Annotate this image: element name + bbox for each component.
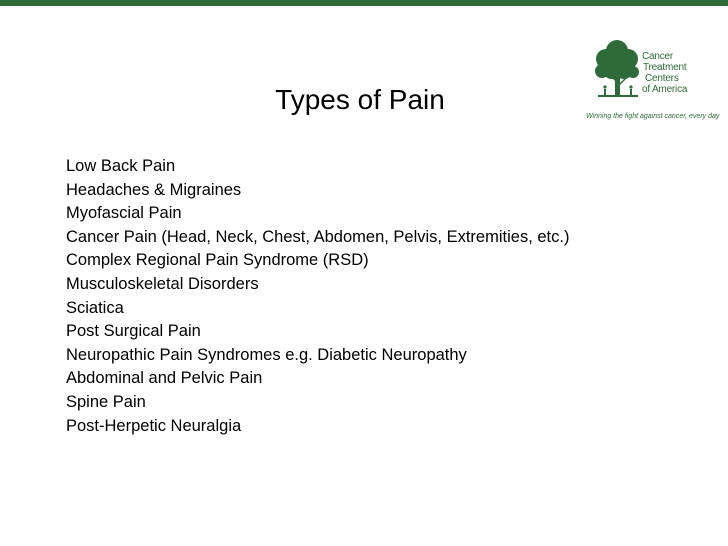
list-item: Low Back Pain <box>66 157 176 175</box>
logo-line-3: Centers <box>645 73 679 84</box>
logo-line-2: Treatment <box>643 62 687 73</box>
list-item: Neuropathic Pain Syndromes e.g. Diabetic Neuropathy <box>66 345 467 364</box>
list-item: Headaches & Migraines <box>66 180 242 199</box>
logo-tagline: Winning the fight against cancer, every day <box>586 113 720 120</box>
cancer-treatment-centers-logo <box>584 37 724 123</box>
list-item: Myofascial Pain <box>66 204 182 223</box>
list-item: Cancer Pain (Head, Neck, Chest, Abdomen, Pelvis, Extremities, etc.) <box>66 227 570 246</box>
list-item: Sciatica <box>66 298 124 317</box>
tree-icon <box>592 37 642 107</box>
pain-types-list <box>66 155 569 438</box>
logo-line-4: of America <box>642 84 688 95</box>
list-item: Post-Herpetic Neuralgia <box>66 416 242 435</box>
list-item: Post Surgical Pain <box>66 322 201 341</box>
list-item: Musculoskeletal Disorders <box>66 274 259 293</box>
top-accent-bar <box>0 0 728 6</box>
list-item: Abdominal and Pelvic Pain <box>66 369 263 388</box>
logo-wordmark <box>642 51 687 95</box>
list-item: Spine Pain <box>66 392 146 411</box>
list-item: Complex Regional Pain Syndrome (RSD) <box>66 251 369 270</box>
logo-line-1: Cancer <box>642 51 674 62</box>
slide-title: Types of Pain <box>275 84 445 115</box>
